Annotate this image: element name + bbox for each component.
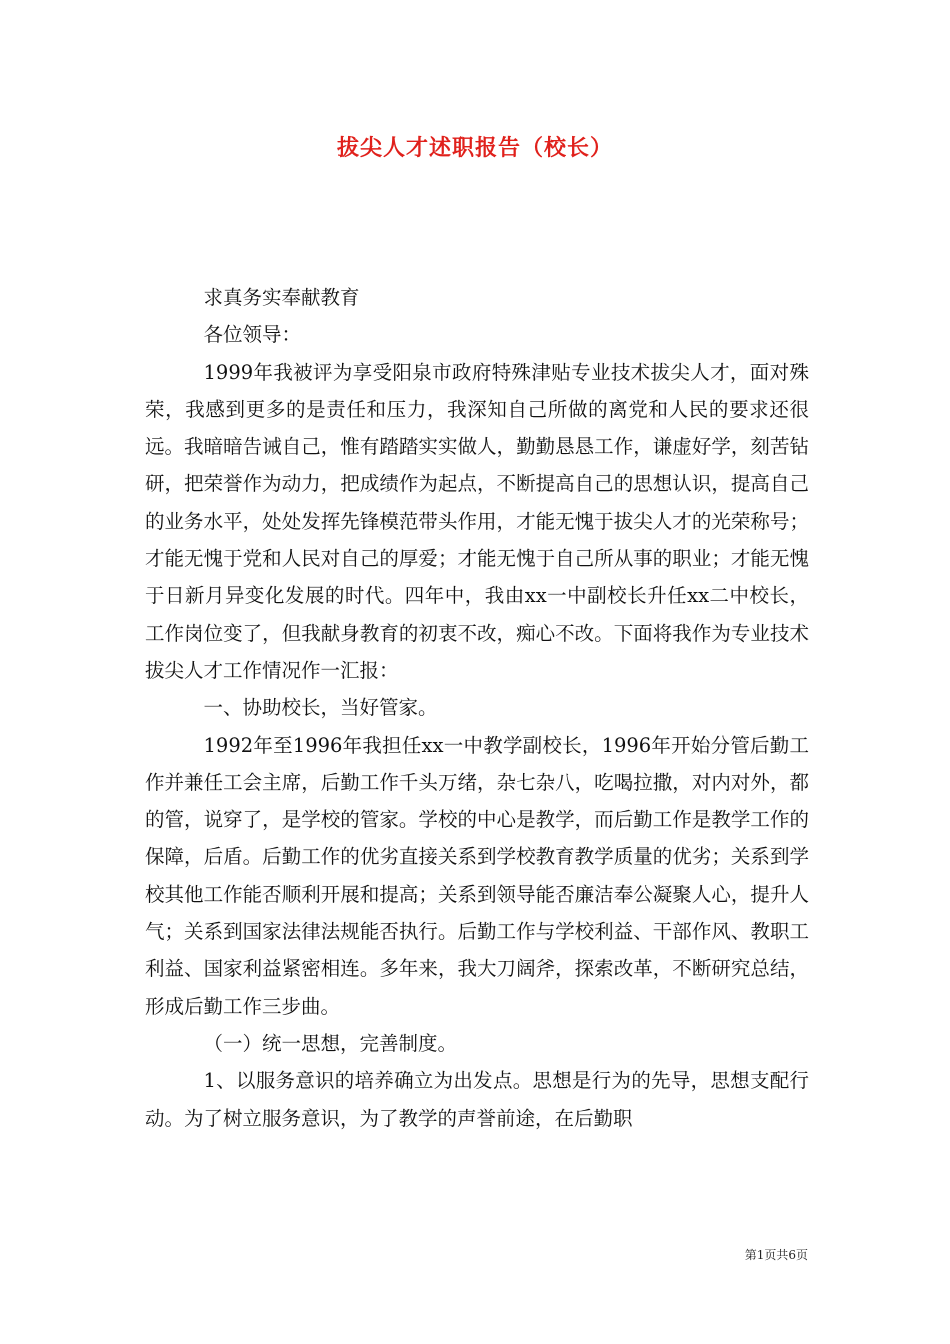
subsection-heading-1: （一）统一思想，完善制度。 — [203, 1031, 458, 1055]
paragraph-subsection-1: 1、以服务意识的培养确立为出发点。思想是行为的先导，思想支配行动。为了树立服务意识，为了教学的声誉前途，在后勤职 — [145, 1069, 809, 1130]
paragraph-section-1: 1992年至1996年我担任xx一中教学副校长，1996年开始分管后勤工作并兼任工会主席，后勤工作千头万绪，杂七杂八，吃喝拉撒，对内对外，都的管，说穿了，是学校的管家。学校的中心是教学，而后勤工作是教学工作的保障，后盾。后勤工作的优劣直接关系到学校教育教学质量的优劣；关系到学校其他工作能否顺利开展和提高；关系到领导能否廉洁奉公凝聚人心，提升人气；关系到国家法律法规能否执行。后勤工作与学校利益、干部作风、教职工利益、国家利益紧密相连。多年来，我大刀阔斧，探索改革，不断研究总结，形成后勤工作三步曲。 — [145, 733, 809, 1018]
document-title: 拔尖人才述职报告（校长） — [336, 135, 613, 161]
document-body — [145, 279, 809, 1137]
paragraph-subtitle: 求真务实奉献教育 — [203, 286, 360, 309]
section-heading-1: 一、协助校长，当好管家。 — [203, 696, 438, 720]
paragraph-salutation: 各位领导： — [203, 323, 302, 347]
page-indicator: 第1页共6页 — [744, 1248, 808, 1262]
paragraph-intro: 1999年我被评为享受阳泉市政府特殊津贴专业技术拔尖人才，面对殊荣，我感到更多的是责任和压力，我深知自己所做的离党和人民的要求还很远。我暗暗告诫自己，惟有踏踏实实做人，勤勤恳恳工作，谦虚好学，刻苦钻研，把荣誉作为动力，把成绩作为起点，不断提高自己的思想认识，提高自己的业务水平，处处发挥先锋模范带头作用，才能无愧于拔尖人才的光荣称号；才能无愧于党和人民对自己的厚爱；才能无愧于自己所从事的职业；才能无愧于日新月异变化发展的时代。四年中，我由xx一中副校长升任xx二中校长，工作岗位变了，但我献身教育的初衷不改，痴心不改。下面将我作为专业技术拔尖人才工作情况作一汇报： — [145, 360, 809, 682]
